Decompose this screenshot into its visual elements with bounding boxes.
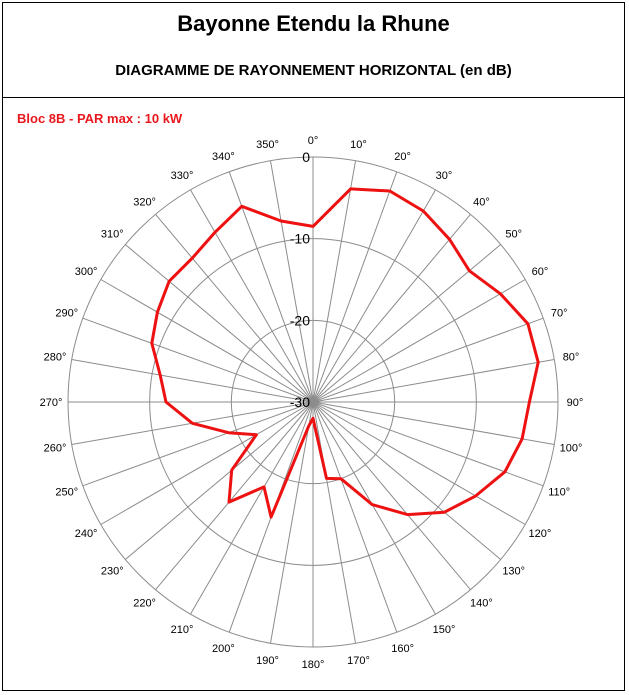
angle-tick-label: 120°	[528, 528, 552, 540]
angle-tick-label: 160°	[391, 643, 414, 656]
angle-tick-label: 280°	[43, 351, 67, 364]
angle-tick-label: 90°	[566, 397, 584, 409]
angle-tick-label: 100°	[559, 442, 583, 455]
series-layer	[152, 189, 539, 517]
angle-tick-label: 210°	[170, 623, 194, 636]
angle-tick-label: 190°	[256, 655, 279, 668]
angle-tick-label: 70°	[550, 307, 568, 320]
angle-tick-label: 150°	[432, 623, 456, 636]
angle-tick-label: 230°	[100, 565, 124, 578]
angle-tick-label: 0°	[307, 135, 319, 147]
angle-tick-label: 340°	[212, 150, 235, 163]
grid-spokes	[68, 157, 558, 647]
angle-tick-label: 10°	[350, 138, 367, 151]
angle-tick-label: 140°	[470, 597, 493, 610]
radial-tick-label: -10	[289, 230, 310, 247]
series-line	[152, 189, 538, 517]
angle-tick-label: 350°	[256, 138, 279, 151]
chart-title: Bayonne Etendu la Rhune	[177, 11, 450, 36]
radial-tick-label: -20	[289, 312, 310, 329]
angle-tick-label: 60°	[531, 266, 549, 278]
series-label: Bloc 8B - PAR max : 10 kW	[17, 111, 183, 126]
angle-tick-label: 250°	[55, 486, 79, 499]
angle-tick-label: 270°	[39, 397, 63, 409]
angle-tick-label: 50°	[505, 228, 523, 241]
angle-tick-label: 20°	[394, 150, 411, 163]
angle-tick-label: 220°	[133, 597, 156, 610]
angle-tick-label: 110°	[548, 486, 571, 499]
angle-tick-label: 30°	[435, 170, 453, 183]
angle-tick-label: 200°	[212, 643, 235, 656]
angle-tick-label: 240°	[74, 528, 98, 540]
angle-tick-label: 310°	[100, 228, 124, 241]
radial-tick-label: -30	[289, 394, 310, 410]
angle-tick-label: 300°	[74, 266, 98, 278]
angle-tick-label: 320°	[133, 196, 156, 209]
angle-tick-label: 290°	[55, 307, 79, 320]
angle-tick-label: 260°	[43, 442, 67, 455]
angle-tick-label: 330°	[170, 170, 194, 183]
angle-tick-label: 80°	[562, 351, 580, 364]
angle-tick-label: 40°	[473, 196, 490, 209]
chart-subtitle: DIAGRAMME DE RAYONNEMENT HORIZONTAL (en dB)	[115, 62, 512, 79]
angle-tick-label: 170°	[347, 655, 370, 668]
angle-tick-label: 130°	[502, 565, 526, 578]
radial-tick-label: 0	[302, 149, 310, 165]
angle-tick-label: 180°	[301, 659, 325, 671]
